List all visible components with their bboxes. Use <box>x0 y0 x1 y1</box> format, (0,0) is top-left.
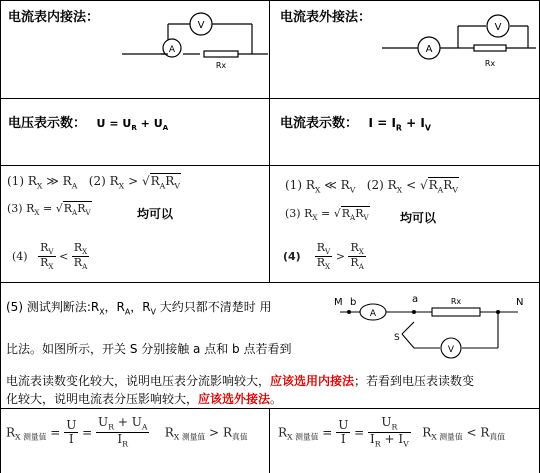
internal-either-works: 均可以 <box>137 207 174 221</box>
ammeter-reading-row <box>280 112 431 132</box>
test-method-line-4: 化较大，说明电流表分压影响较大，应该选外接法。 <box>6 392 283 406</box>
voltmeter-reading-formula: $U = U_R + U_A$ <box>96 117 169 133</box>
internal-resistor-label: Rx <box>215 61 227 70</box>
internal-connection-title: 电流表内接法： <box>8 10 100 25</box>
external-condition-1-2: (1) $R_X$ ≪ $R_V$ (2) $R_X < √R_AR_V$ <box>285 178 458 195</box>
test-circuit-voltmeter-label: V <box>447 345 455 355</box>
internal-voltmeter-label: V <box>197 20 205 31</box>
grid-left <box>0 0 1 473</box>
test-circuit-label-N: N <box>516 297 524 308</box>
grid-row1 <box>0 98 540 99</box>
external-condition-3: (3) $R_X = √R_AR_V$ <box>285 207 369 223</box>
external-circuit-diagram <box>380 10 538 72</box>
external-ammeter-label: A <box>425 44 433 55</box>
test-circuit-label-M: M <box>334 297 343 308</box>
grid-top <box>0 0 540 1</box>
internal-measured-formula: $R_{X 测量值}$ = $\frac{U}{I}$ = $\frac{U_R + U_A}{I_R}$ $R_{X 测量值} > R_{真值}$ <box>6 415 248 449</box>
internal-condition-1-2: (1) $R_X$ ≫ $R_A$ (2) $R_X > √R_AR_V$ <box>7 174 180 191</box>
grid-row3 <box>0 282 540 283</box>
ammeter-reading-label: 电流表示数： <box>280 116 359 131</box>
internal-connection-conclusion: 应该选用内接法 <box>270 374 355 388</box>
voltmeter-reading-label: 电压表示数： <box>8 116 87 131</box>
test-circuit-resistor-label: Rx <box>450 297 462 306</box>
external-voltmeter-label: V <box>494 22 502 33</box>
grid-row2 <box>0 165 540 166</box>
grid-mid-bottom <box>269 408 270 473</box>
test-circuit-label-S: S <box>394 333 400 343</box>
external-resistor-label: Rx <box>484 59 496 68</box>
ammeter-reading-formula: $I = I_R + I_V$ <box>368 116 431 133</box>
external-measured-formula: $R_{X 测量值}$ = $\frac{U}{I}$ = $\frac{U_R}{I_R + I_V}$ $R_{X 测量值} < R_{真值}$ <box>278 415 506 449</box>
internal-condition-3: (3) $R_X = √R_AR_V$ <box>7 202 91 218</box>
external-condition-4: (4) $\frac{R_V}{R_X}$ > $\frac{R_X}{R_A}$ <box>283 241 364 272</box>
internal-circuit-diagram <box>120 10 270 72</box>
test-method-line-3: 电流表读数变化较大，说明电压表分流影响较大，应该选用内接法；若看到电压表读数变 <box>6 374 475 388</box>
test-circuit-label-a: a <box>412 294 419 305</box>
voltmeter-reading-row <box>8 112 168 132</box>
external-connection-title: 电流表外接法： <box>280 10 372 25</box>
test-method-line-1: (5) 测试判断法$:R_X$，$R_A$，$R_V$ 大约只都不清楚时 用 <box>6 300 272 317</box>
internal-condition-4: (4) $\frac{R_V}{R_X}$ < $\frac{R_X}{R_A}$ <box>12 241 88 272</box>
internal-ammeter-label: A <box>168 45 176 55</box>
test-circuit-label-b: b <box>350 297 357 308</box>
test-circuit-ammeter-label: A <box>369 309 377 319</box>
test-circuit-diagram <box>330 290 536 366</box>
test-method-line-2: 比法。如图所示，开关 S 分别接触 a 点和 b 点若看到 <box>6 342 292 356</box>
grid-row4 <box>0 408 540 409</box>
external-connection-conclusion: 应该选外接法 <box>198 392 271 406</box>
external-either-works: 均可以 <box>400 211 437 225</box>
